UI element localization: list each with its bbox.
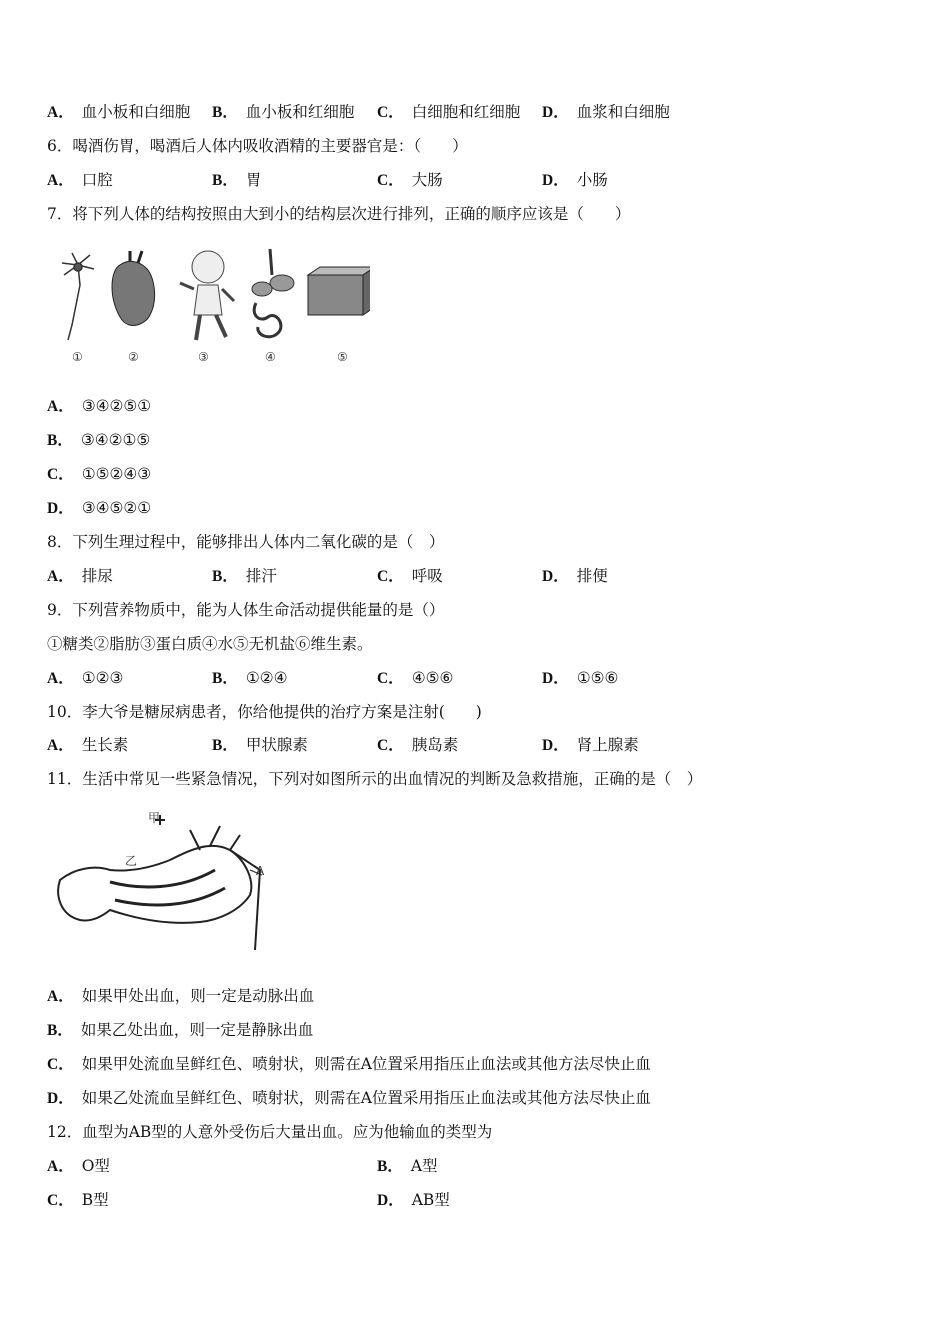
q10-option-d[interactable]: D． 肾上腺素 [542,736,639,754]
q10-stem: 10．李大爷是糖尿病患者，你给他提供的治疗方案是注射( ) [47,703,482,721]
tissue-illustration [308,267,370,315]
girl-illustration [180,251,234,340]
q8-stem: 8．下列生理过程中，能够排出人体内二氧化碳的是（ ） [47,533,445,551]
q5-option-d[interactable]: D． 血浆和白细胞 [542,103,670,121]
q9-option-c[interactable]: C． ④⑤⑥ [377,669,454,687]
figure-label-2: ② [128,350,139,364]
q8-option-c[interactable]: C． 呼吸 [377,567,443,585]
q5-option-c[interactable]: C． 白细胞和红细胞 [377,103,521,121]
label-jia: 甲 [148,811,161,825]
q6-option-d[interactable]: D． 小肠 [542,171,608,189]
q6-stem: 6．喝酒伤胃，喝酒后人体内吸收酒精的主要器官是：（ ） [47,137,468,155]
figure-label-4: ④ [265,350,276,364]
q11-stem: 11．生活中常见一些紧急情况，下列对如图所示的出血情况的判断及急救措施，正确的是（ ） [47,770,703,788]
q11-option-d[interactable]: D． 如果乙处流血呈鲜红色、喷射状，则需在A位置采用指压止血法或其他方法尽快止血 [47,1089,651,1107]
q9-stem: 9．下列营养物质中，能为人体生命活动提供能量的是（） [47,601,445,619]
q7-option-a[interactable]: A． ③④②⑤① [47,397,152,415]
q10-option-b[interactable]: B． 甲状腺素 [212,736,308,754]
q6-option-c[interactable]: C． 大肠 [377,171,443,189]
q9-option-d[interactable]: D． ①⑤⑥ [542,669,619,687]
q7-structures-figure [50,245,370,370]
q12-stem: 12．血型为AB型的人意外受伤后大量出血。应为他输血的类型为 [47,1123,493,1141]
q9-option-a[interactable]: A． ①②③ [47,669,124,687]
digestive-system-illustration [252,249,294,337]
neuron-illustration [62,253,94,340]
q11-option-b[interactable]: B． 如果乙处出血，则一定是静脉出血 [47,1021,314,1039]
q11-option-c[interactable]: C． 如果甲处流血呈鲜红色、喷射状，则需在A位置采用指压止血法或其他方法尽快止血 [47,1055,651,1073]
q12-option-d[interactable]: D． AB型 [377,1191,450,1209]
q10-option-c[interactable]: C． 胰岛素 [377,736,459,754]
q9-nutrient-list: ①糖类②脂肪③蛋白质④水⑤无机盐⑥维生素。 [47,635,373,653]
q7-option-c[interactable]: C． ①⑤②④③ [47,465,152,483]
q8-option-b[interactable]: B． 排汗 [212,567,277,585]
q9-option-b[interactable]: B． ①②④ [212,669,288,687]
q11-arm-figure [50,810,270,960]
q8-option-a[interactable]: A． 排尿 [47,567,113,585]
q12-option-a[interactable]: A． O型 [47,1157,110,1175]
q7-stem: 7．将下列人体的结构按照由大到小的结构层次进行排列，正确的顺序应该是（ ） [47,205,631,223]
figure-label-1: ① [72,350,83,364]
q5-option-a[interactable]: A． 血小板和白细胞 [47,103,191,121]
q8-option-d[interactable]: D． 排便 [542,567,608,585]
q10-option-a[interactable]: A． 生长素 [47,736,129,754]
q7-option-b[interactable]: B． ③④②①⑤ [47,431,151,449]
label-a: A [256,864,265,878]
q12-option-c[interactable]: C． B型 [47,1191,109,1209]
q6-option-a[interactable]: A． 口腔 [47,171,113,189]
figure-label-3: ③ [198,350,209,364]
figure-label-5: ⑤ [337,350,348,364]
q5-option-b[interactable]: B． 血小板和红细胞 [212,103,355,121]
q12-option-b[interactable]: B． A型 [377,1157,438,1175]
heart-illustration [112,251,155,325]
q7-option-d[interactable]: D． ③④⑤②① [47,499,152,517]
label-yi: 乙 [125,854,138,868]
q11-option-a[interactable]: A． 如果甲处出血，则一定是动脉出血 [47,987,315,1005]
q6-option-b[interactable]: B． 胃 [212,171,262,189]
